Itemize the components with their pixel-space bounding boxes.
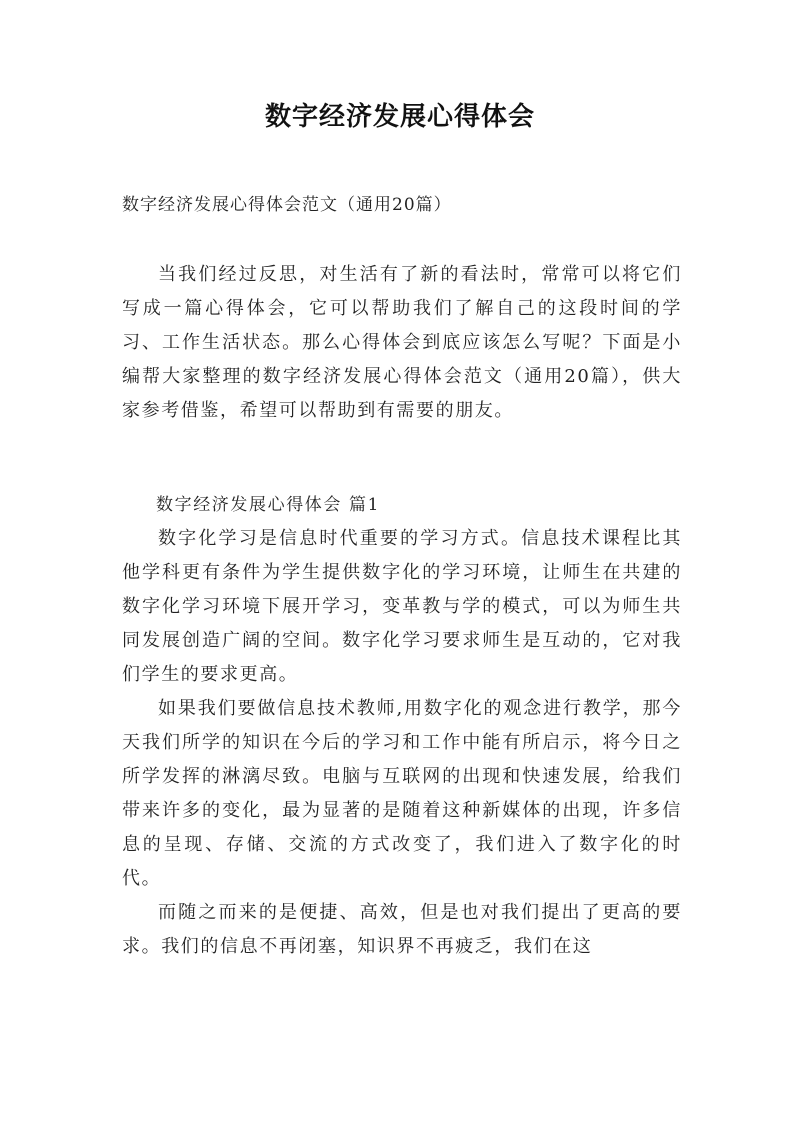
- document-subtitle: 数字经济发展心得体会范文（通用20篇）: [122, 195, 452, 215]
- section-heading: 数字经济发展心得体会 篇1: [156, 495, 381, 515]
- section-paragraph: 数字化学习是信息时代重要的学习方式。信息技术课程比其他学科更有条件为学生提供数字化的学习环境，让师生在共建的数字化学习环境下展开学习，变革教与学的模式，可以为师生共同发展创造广阔的空间。数字化学习要求师生是互动的，它对我们学生的要求更高。: [122, 528, 682, 685]
- intro-block: [122, 258, 682, 428]
- section-paragraph: 如果我们要做信息技术教师,用数字化的观念进行教学，那今天我们所学的知识在今后的学习和工作中能有所启示，将今日之所学发挥的淋漓尽致。电脑与互联网的出现和快速发展，给我们带来许多的变化，最为显著的是随着这种新媒体的出现，许多信息的呈现、存储、交流的方式改变了，我们进入了数字化的时代。: [122, 698, 682, 889]
- intro-paragraph: 当我们经过反思，对生活有了新的看法时，常常可以将它们写成一篇心得体会，它可以帮助我们了解自己的这段时间的学习、工作生活状态。那么心得体会到底应该怎么写呢？下面是小编帮大家整理的数字经济发展心得体会范文（通用20篇），供大家参考借鉴，希望可以帮助到有需要的朋友。: [122, 264, 682, 421]
- section-1: [122, 488, 682, 964]
- page-title: 数字经济发展心得体会: [264, 102, 535, 132]
- section-paragraph: 而随之而来的是便捷、高效，但是也对我们提出了更高的要求。我们的信息不再闭塞，知识界不再疲乏，我们在这: [122, 902, 682, 957]
